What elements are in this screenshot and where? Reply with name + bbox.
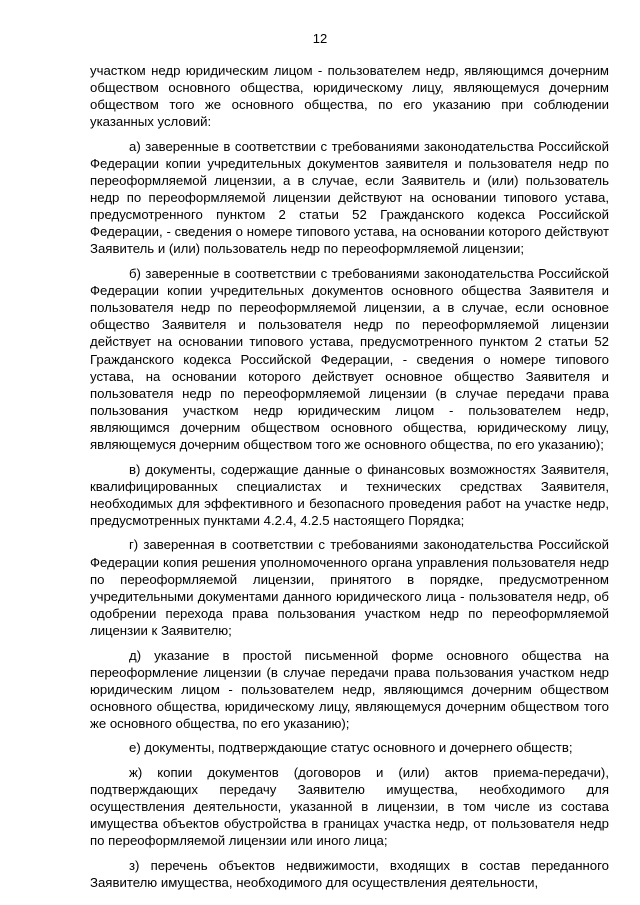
paragraph-item-e: е) документы, подтверждающие статус основного и дочернего обществ; [129, 740, 573, 756]
paragraph-item-b: б) заверенные в соответствии с требованиями законодательства Российской Федерации копии учредительных документов основного общества Заявителя и пользователя недр по переоформляемой лицензии, а в случае, если основное общество Заявителя и пользователя недр по переоформляемой лицензии действует на основании типового устава, предусмотренного пунктом 2 статьи 52 Гражданского кодекса Российской Федерации, - сведения о номере типового устава, на основании которого действует основное общество Заявителя и пользователя недр по переоформляемой лицензии (в случае передачи права пользования участком недр юридическим лицом - пользователем недр, являющимся дочерним обществом основного общества, юридическому лицу, являющемуся дочерним обществом того же основного общества, по его указанию); [90, 266, 609, 452]
document-body [90, 62, 609, 899]
paragraph-item-zh: ж) копии документов (договоров и (или) актов приема-передачи), подтверждающих передачу Заявителю имущества, необходимого для осуществления деятельности, указанной в лицензии, в том числе из состава имущества объектов обустройства в границах участка недр, от пользователя недр по переоформляемой лицензии или иного лица; [90, 765, 609, 849]
paragraph-item-g: г) заверенная в соответствии с требованиями законодательства Российской Федерации копия решения уполномоченного органа управления пользователя недр по переоформляемой лицензии, принятого в порядке, предусмотренном учредительными документами данного юридического лица - пользователя недр, об одобрении перехода права пользования участком недр по переоформляемой лицензии к Заявителю; [90, 537, 609, 638]
paragraph-item-z: з) перечень объектов недвижимости, входящих в состав переданного Заявителю имущества, необходимого для осуществления деятельности, [90, 858, 609, 891]
page-number: 12 [312, 31, 328, 46]
paragraph-item-a: а) заверенные в соответствии с требованиями законодательства Российской Федерации копии учредительных документов заявителя и пользователя недр по переоформляемой лицензии, а в случае, если Заявитель и (или) пользователь недр по переоформляемой лицензии действуют на основании типового устава, предусмотренного пунктом 2 статьи 52 Гражданского кодекса Российской Федерации, - сведения о номере типового устава, на основании которого действуют Заявитель и (или) пользователь недр по переоформляемой лицензии; [90, 138, 609, 257]
paragraph-item-d: д) указание в простой письменной форме основного общества на переоформление лицензии (в случае передачи права пользования участком недр юридическим лицом - пользователем недр, являющимся дочерним обществом основного общества, юридическому лицу, являющемуся дочерним обществом того же основного общества, по его указанию); [90, 647, 609, 731]
paragraph-item-v: в) документы, содержащие данные о финансовых возможностях Заявителя, квалифицированных специалистах и технических средствах Заявителя, необходимых для эффективного и безопасного проведения работ на участке недр, предусмотренных пунктами 4.2.4, 4.2.5 настоящего Порядка; [90, 461, 609, 528]
paragraph-continuation: участком недр юридическим лицом - пользователем недр, являющимся дочерним обществом основного общества, юридическому лицу, являющемуся дочерним обществом того же основного общества, по его указанию при соблюдении указанных условий: [90, 63, 609, 130]
